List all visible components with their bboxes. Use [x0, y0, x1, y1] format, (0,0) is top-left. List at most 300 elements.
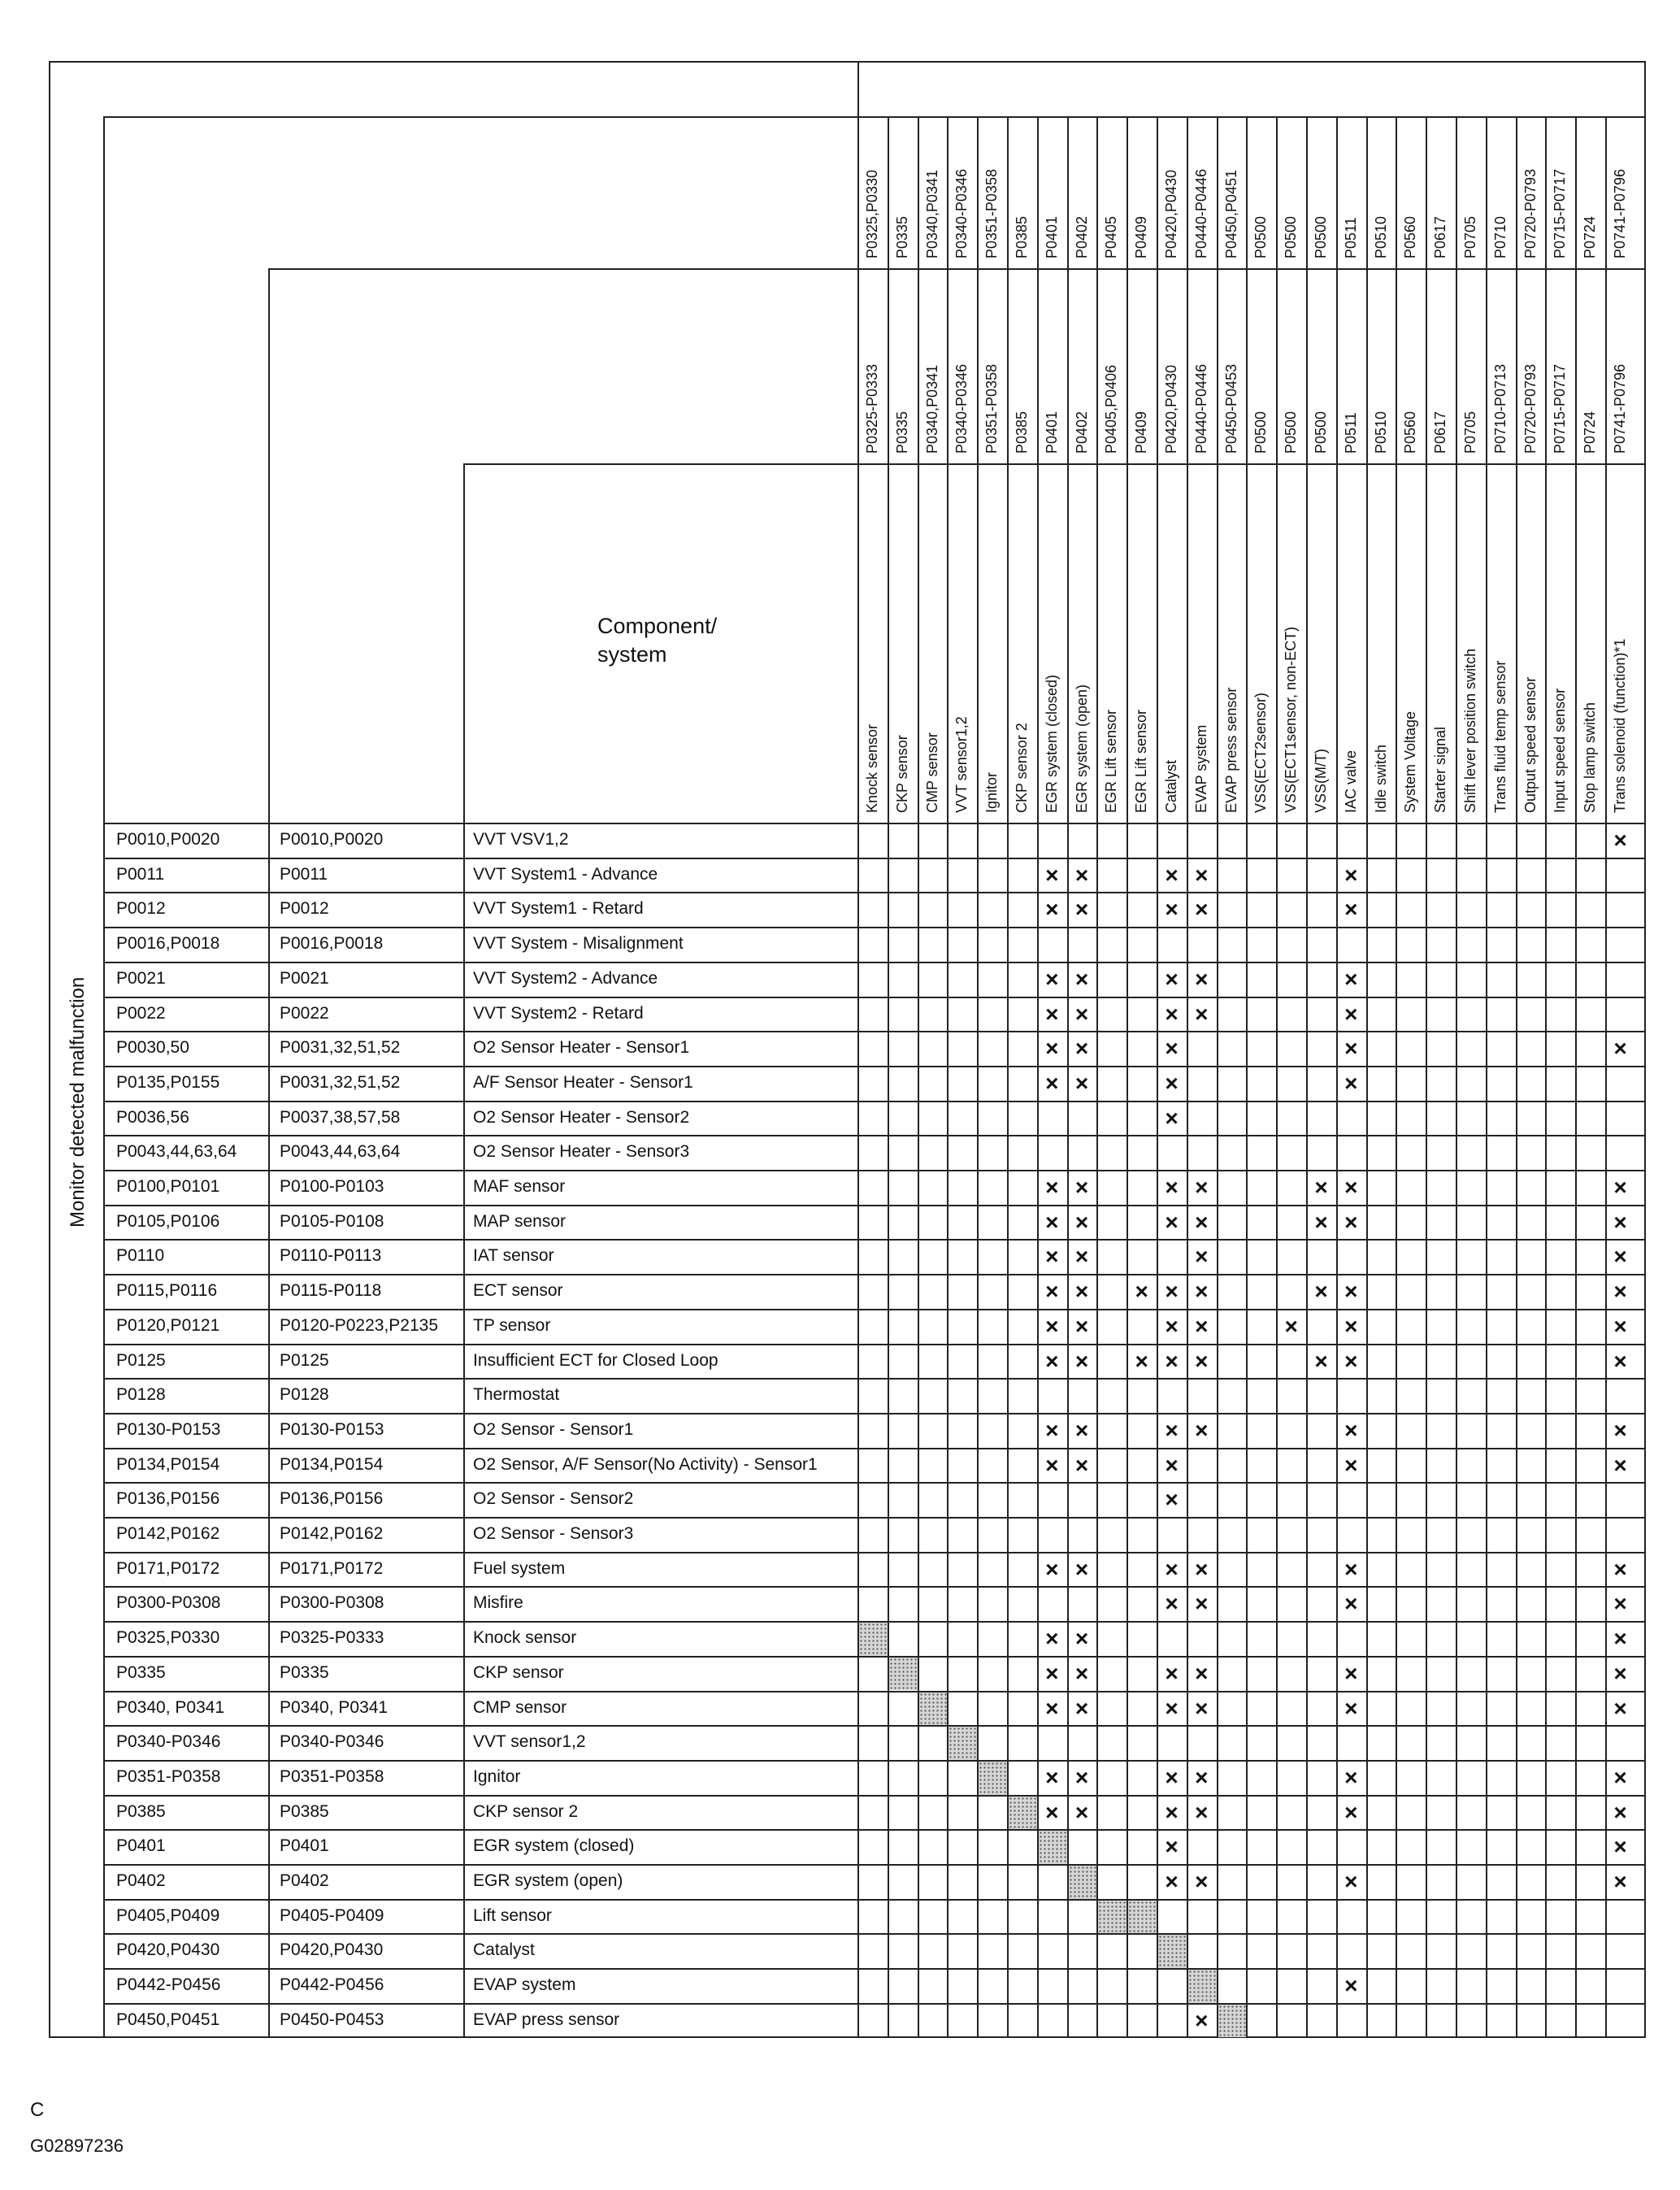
disabled-x-mark: ×	[1165, 1175, 1179, 1200]
row-fault-code-2: P0012	[280, 899, 329, 919]
row-line	[103, 1586, 1646, 1588]
disabled-x-mark: ×	[1314, 1209, 1328, 1235]
disabled-x-mark: ×	[1344, 1313, 1358, 1339]
column-code1-header: P0724	[1582, 215, 1599, 259]
column-code1-header: P0340-P0346	[953, 168, 970, 259]
header-top-line	[103, 116, 1646, 118]
column-code2-header: P0385	[1014, 411, 1030, 454]
disabled-x-mark: ×	[1344, 1070, 1358, 1096]
disabled-x-mark: ×	[1613, 1591, 1627, 1617]
disabled-x-mark: ×	[1135, 1279, 1148, 1305]
row-component: VVT System2 - Retard	[473, 1003, 644, 1023]
disabled-x-mark: ×	[1195, 1348, 1209, 1374]
matrix-col-line	[1516, 116, 1517, 2038]
column-component-header: System Voltage	[1402, 710, 1419, 813]
row-fault-code-1: P0325,P0330	[116, 1628, 220, 1648]
row-fault-code-1: P0134,P0154	[116, 1454, 220, 1474]
column-code1-header: P0500	[1252, 215, 1270, 259]
column-code2-header: P0724	[1582, 411, 1599, 454]
column-code1-header: P0335	[893, 215, 910, 259]
column-code2-header: P0440-P0446	[1192, 363, 1209, 454]
column-component-header: VVT sensor1,2	[953, 716, 970, 813]
disabled-x-mark: ×	[1165, 1279, 1179, 1305]
disabled-x-mark: ×	[1045, 1660, 1059, 1686]
disabled-x-mark: ×	[1074, 1626, 1089, 1652]
row-line	[103, 1170, 1646, 1171]
row-component: O2 Sensor Heater - Sensor2	[473, 1107, 690, 1127]
column-code1-header: P0617	[1432, 215, 1449, 259]
disabled-x-mark: ×	[1165, 1764, 1179, 1790]
disabled-x-mark: ×	[1314, 1279, 1328, 1305]
disabled-x-mark: ×	[1045, 1001, 1059, 1027]
row-fault-code-2: P0130-P0153	[280, 1419, 384, 1439]
disabled-x-mark: ×	[1344, 1209, 1358, 1235]
disabled-x-mark: ×	[1613, 1313, 1627, 1339]
row-component: CKP sensor 2	[473, 1801, 579, 1821]
disabled-x-mark: ×	[1314, 1348, 1328, 1374]
row-line	[103, 1448, 1646, 1449]
disabled-x-mark: ×	[1195, 1591, 1209, 1617]
row-fault-code-2: P0037,38,57,58	[280, 1107, 401, 1127]
row-fault-code-2: P0011	[280, 864, 328, 884]
disabled-x-mark: ×	[1344, 1695, 1358, 1721]
disabled-x-mark: ×	[1613, 1695, 1627, 1721]
header-row1-bottom	[268, 268, 1646, 270]
row-fault-code-2: P0100-P0103	[280, 1177, 384, 1196]
row-fault-code-1: P0402	[116, 1871, 166, 1890]
column-component-header: CKP sensor	[893, 735, 910, 813]
matrix-col-line	[1426, 116, 1427, 2038]
disabled-x-mark: ×	[1045, 1348, 1059, 1374]
disabled-x-mark: ×	[1165, 1105, 1179, 1131]
matrix-col-line	[1456, 116, 1457, 2038]
column-code1-header: P0409	[1133, 215, 1150, 259]
row-fault-code-1: P0420,P0430	[116, 1940, 220, 1960]
row-fault-code-2: P0120-P0223,P2135	[280, 1315, 438, 1335]
monitor-detected-malfunction-label: Monitor detected malfunction	[67, 976, 89, 1228]
component-system-header-line2: system	[597, 642, 667, 667]
disabled-x-mark: ×	[1195, 1660, 1209, 1686]
disabled-x-mark: ×	[1284, 1313, 1298, 1339]
self-monitor-shaded-cell	[919, 1692, 948, 1726]
disabled-x-mark: ×	[1074, 1279, 1089, 1305]
disabled-x-mark: ×	[1045, 1070, 1059, 1096]
disabled-x-mark: ×	[1344, 1348, 1358, 1374]
row-line	[103, 1795, 1646, 1797]
matrix-col-line	[1575, 116, 1577, 2038]
disabled-x-mark: ×	[1613, 1036, 1627, 1062]
row-fault-code-1: P0136,P0156	[116, 1489, 220, 1509]
disabled-x-mark: ×	[1074, 1001, 1089, 1027]
column-code2-header: P0710-P0713	[1491, 363, 1509, 454]
row-line	[103, 962, 1646, 963]
column-code2-header: P0335	[893, 411, 910, 454]
row-fault-code-1: P0043,44,63,64	[116, 1142, 237, 1162]
column-code2-header: P0500	[1283, 411, 1300, 454]
row-fault-code-2: P0022	[280, 1003, 329, 1023]
row-fault-code-1: P0120,P0121	[116, 1315, 220, 1335]
self-monitor-shaded-cell	[979, 1762, 1007, 1795]
matrix-col-line	[1486, 116, 1487, 2038]
row-line	[103, 1517, 1646, 1519]
row-component: O2 Sensor Heater - Sensor1	[473, 1038, 690, 1058]
disabled-x-mark: ×	[1195, 1175, 1209, 1200]
column-component-header: EGR system (closed)	[1043, 674, 1060, 813]
column-code2-header: P0420,P0430	[1163, 364, 1179, 454]
row-line	[103, 997, 1646, 998]
row-component: Ignitor	[473, 1766, 521, 1786]
matrix-col-line	[1396, 116, 1397, 2038]
disabled-x-mark: ×	[1074, 1417, 1089, 1443]
disabled-x-mark: ×	[1074, 966, 1089, 992]
column-code2-header: P0715-P0717	[1552, 363, 1569, 454]
row-fault-code-1: P0450,P0451	[116, 2010, 220, 2029]
column-code2-header: P0500	[1252, 411, 1270, 454]
self-monitor-shaded-cell	[1158, 1935, 1187, 1968]
column-code1-header: P0560	[1402, 215, 1419, 259]
row-fault-code-2: P0125	[280, 1350, 329, 1370]
disabled-x-mark: ×	[1074, 1209, 1089, 1235]
column-code2-header: P0340-P0346	[953, 363, 970, 454]
disabled-x-mark: ×	[1045, 897, 1059, 923]
disabled-x-mark: ×	[1165, 1660, 1179, 1686]
row-component: Misfire	[473, 1593, 523, 1613]
row-fault-code-1: P0022	[116, 1003, 166, 1023]
row-component: CMP sensor	[473, 1697, 567, 1717]
row-fault-code-2: P0385	[280, 1801, 329, 1821]
disabled-x-mark: ×	[1195, 1279, 1209, 1305]
matrix-col-line	[1096, 116, 1098, 2038]
disabled-x-mark: ×	[1074, 1244, 1089, 1270]
disabled-x-mark: ×	[1195, 1001, 1209, 1027]
column-component-header: IAC valve	[1342, 750, 1359, 813]
column-component-header: Knock sensor	[864, 723, 880, 813]
matrix-col-line	[1217, 116, 1218, 2038]
row-line	[103, 1378, 1646, 1380]
row-line	[103, 1274, 1646, 1275]
row-fault-code-2: P0300-P0308	[280, 1593, 384, 1613]
disabled-x-mark: ×	[1074, 1070, 1089, 1096]
disabled-x-mark: ×	[1165, 1834, 1179, 1860]
disabled-x-mark: ×	[1045, 862, 1059, 888]
disabled-x-mark: ×	[1195, 966, 1209, 992]
column-code2-header: P0409	[1133, 411, 1150, 454]
row-component: VVT System - Misalignment	[473, 934, 684, 954]
row-fault-code-2: P0325-P0333	[280, 1628, 384, 1648]
row-component: CKP sensor	[473, 1662, 564, 1682]
row-line	[103, 1691, 1646, 1692]
row-line	[103, 858, 1646, 859]
column-component-header: EGR Lift sensor	[1103, 709, 1120, 813]
disabled-x-mark: ×	[1613, 1348, 1627, 1374]
disabled-x-mark: ×	[1195, 1313, 1209, 1339]
column-component-header: Idle switch	[1372, 744, 1389, 813]
row-component: MAF sensor	[473, 1177, 566, 1196]
disabled-x-mark: ×	[1165, 1036, 1179, 1062]
disabled-x-mark: ×	[1045, 966, 1059, 992]
disabled-x-mark: ×	[1045, 1175, 1059, 1200]
disabled-x-mark: ×	[1165, 1001, 1179, 1027]
column-code1-header: P0741-P0796	[1612, 168, 1628, 259]
disabled-x-mark: ×	[1045, 1556, 1059, 1582]
row-line	[103, 1933, 1646, 1935]
footer-letter: C	[30, 2098, 45, 2121]
row-fault-code-1: P0105,P0106	[116, 1211, 220, 1231]
matrix-col-line	[1276, 116, 1278, 2038]
row-line	[103, 1066, 1646, 1067]
row-fault-code-2: P0128	[280, 1385, 329, 1405]
disabled-x-mark: ×	[1045, 1799, 1059, 1825]
row-line	[103, 1101, 1646, 1102]
column-code2-header: P0510	[1372, 411, 1389, 454]
disabled-x-mark: ×	[1613, 1209, 1627, 1235]
row-line	[103, 1552, 1646, 1553]
disabled-x-mark: ×	[1344, 1001, 1358, 1027]
row-fault-code-1: P0142,P0162	[116, 1524, 220, 1543]
component-system-header-line1: Component/	[597, 614, 718, 638]
column-component-header: Shift lever position switch	[1462, 648, 1478, 813]
disabled-x-mark: ×	[1195, 1695, 1209, 1721]
row-fault-code-2: P0401	[280, 1836, 329, 1856]
disabled-x-mark: ×	[1344, 1591, 1358, 1617]
column-code2-header: P0705	[1462, 411, 1478, 454]
row-line	[103, 1760, 1646, 1762]
disabled-x-mark: ×	[1165, 1556, 1179, 1582]
disabled-x-mark: ×	[1613, 1799, 1627, 1825]
disabled-x-mark: ×	[1613, 1556, 1627, 1582]
row-fault-code-2: P0335	[280, 1662, 329, 1682]
row-fault-code-1: P0300-P0308	[116, 1593, 221, 1613]
disabled-x-mark: ×	[1344, 1799, 1358, 1825]
self-monitor-shaded-cell	[949, 1727, 977, 1760]
matrix-col-line	[1246, 116, 1248, 2038]
column-code1-header: P0720-P0793	[1522, 168, 1539, 259]
disabled-x-mark: ×	[1165, 1348, 1179, 1374]
disabled-x-mark: ×	[1613, 828, 1627, 853]
disabled-x-mark: ×	[1613, 1417, 1627, 1443]
row-component: O2 Sensor - Sensor1	[473, 1419, 634, 1439]
disabled-x-mark: ×	[1165, 1591, 1179, 1617]
disabled-x-mark: ×	[1613, 1764, 1627, 1790]
row-fault-code-2: P0450-P0453	[280, 2010, 384, 2029]
row-line	[103, 1031, 1646, 1032]
row-component: VVT System1 - Retard	[473, 899, 644, 919]
column-code2-header: P0405,P0406	[1103, 364, 1120, 454]
disabled-x-mark: ×	[1344, 1764, 1358, 1790]
disabled-x-mark: ×	[1165, 1452, 1179, 1478]
disabled-x-mark: ×	[1344, 966, 1358, 992]
row-fault-code-2: P0031,32,51,52	[280, 1038, 401, 1058]
column-code1-header: P0450,P0451	[1222, 169, 1239, 259]
disabled-x-mark: ×	[1613, 1175, 1627, 1200]
row-fault-code-1: P0036,56	[116, 1107, 189, 1127]
row-line	[103, 1725, 1646, 1727]
row-component: EGR system (open)	[473, 1871, 623, 1890]
disabled-x-mark: ×	[1613, 1244, 1627, 1270]
row-line	[103, 927, 1646, 928]
disabled-x-mark: ×	[1045, 1452, 1059, 1478]
column-component-header: Starter signal	[1432, 726, 1449, 813]
column-code1-header: P0710	[1491, 215, 1509, 259]
disabled-x-mark: ×	[1613, 1452, 1627, 1478]
row-fault-code-2: P0420,P0430	[280, 1940, 384, 1960]
disabled-x-mark: ×	[1074, 1799, 1089, 1825]
row-fault-code-1: P0021	[116, 968, 166, 988]
disabled-x-mark: ×	[1135, 1348, 1148, 1374]
row-fault-code-1: P0340, P0341	[116, 1697, 225, 1717]
row-fault-code-1: P0351-P0358	[116, 1766, 221, 1786]
matrix-col-line	[1306, 116, 1308, 2038]
self-monitor-shaded-cell	[859, 1623, 888, 1656]
disabled-x-mark: ×	[1074, 1695, 1089, 1721]
column-code1-header: P0420,P0430	[1163, 169, 1179, 259]
row-component: O2 Sensor, A/F Sensor(No Activity) - Sensor1	[473, 1454, 818, 1474]
column-component-header: EVAP press sensor	[1222, 687, 1239, 813]
row-fault-code-2: P0171,P0172	[280, 1558, 384, 1578]
disabled-x-mark: ×	[1195, 897, 1209, 923]
column-code2-header: P0351-P0358	[983, 363, 1001, 454]
disabled-x-mark: ×	[1613, 1869, 1627, 1894]
row-fault-code-1: P0385	[116, 1801, 166, 1821]
row-line	[103, 1309, 1646, 1310]
column-code2-header: P0402	[1073, 411, 1090, 454]
disabled-x-mark: ×	[1195, 862, 1209, 888]
disabled-x-mark: ×	[1074, 862, 1089, 888]
row-fault-code-2: P0031,32,51,52	[280, 1072, 401, 1092]
col3-left-border	[463, 463, 465, 2038]
header-row2-bottom	[463, 463, 1646, 465]
disabled-x-mark: ×	[1613, 1660, 1627, 1686]
row-component: O2 Sensor - Sensor2	[473, 1489, 634, 1509]
self-monitor-shaded-cell	[1009, 1797, 1037, 1830]
self-monitor-shaded-cell	[1098, 1901, 1127, 1934]
column-component-header: Output speed sensor	[1522, 676, 1539, 813]
row-fault-code-1: P0115,P0116	[116, 1281, 218, 1301]
disabled-x-mark: ×	[1344, 1660, 1358, 1686]
column-component-header: Input speed sensor	[1552, 688, 1569, 813]
row-fault-code-1: P0128	[116, 1385, 166, 1405]
row-component: Fuel system	[473, 1558, 566, 1578]
row-line	[103, 1205, 1646, 1206]
row-fault-code-2: P0142,P0162	[280, 1524, 384, 1543]
disabled-x-mark: ×	[1344, 1556, 1358, 1582]
column-component-header: CKP sensor 2	[1014, 723, 1030, 813]
disabled-x-mark: ×	[1314, 1175, 1328, 1200]
disabled-x-mark: ×	[1344, 862, 1358, 888]
disabled-x-mark: ×	[1074, 1660, 1089, 1686]
row-fault-code-2: P0021	[280, 968, 329, 988]
column-code1-header: P0385	[1014, 215, 1030, 259]
matrix-col-line	[1366, 116, 1368, 2038]
row-fault-code-2: P0340, P0341	[280, 1697, 389, 1717]
disabled-x-mark: ×	[1195, 1417, 1209, 1443]
column-code1-header: P0705	[1462, 215, 1478, 259]
row-component: IAT sensor	[473, 1246, 554, 1266]
row-component: VVT sensor1,2	[473, 1732, 586, 1752]
column-code2-header: P0401	[1043, 411, 1060, 454]
disabled-x-mark: ×	[1165, 1487, 1179, 1513]
row-component: O2 Sensor Heater - Sensor3	[473, 1142, 690, 1162]
disabled-x-mark: ×	[1074, 1764, 1089, 1790]
column-component-header: CMP sensor	[923, 732, 940, 813]
row-component: VVT VSV1,2	[473, 830, 569, 849]
column-component-header: VSS(ECT2sensor)	[1252, 692, 1270, 813]
row-line	[103, 1135, 1646, 1136]
header-bottom-line	[103, 823, 1646, 824]
row-fault-code-1: P0171,P0172	[116, 1558, 220, 1578]
disabled-x-mark: ×	[1165, 1070, 1179, 1096]
disabled-x-mark: ×	[1165, 1209, 1179, 1235]
row-line	[103, 1864, 1646, 1866]
column-code2-header: P0617	[1432, 411, 1449, 454]
col2-left-border	[268, 268, 270, 2038]
disabled-x-mark: ×	[1195, 1799, 1209, 1825]
disabled-x-mark: ×	[1045, 1695, 1059, 1721]
column-code2-header: P0500	[1313, 411, 1329, 454]
row-component: TP sensor	[473, 1315, 551, 1335]
column-code2-header: P0340,P0341	[923, 364, 940, 454]
matrix-col-line	[888, 116, 889, 2038]
disabled-x-mark: ×	[1165, 862, 1179, 888]
row-fault-code-1: P0010,P0020	[116, 830, 220, 849]
column-code1-header: P0715-P0717	[1552, 168, 1569, 259]
row-line	[103, 892, 1646, 893]
row-component: Lift sensor	[473, 1905, 552, 1925]
disabled-x-mark: ×	[1074, 1175, 1089, 1200]
column-code1-header: P0511	[1342, 217, 1359, 259]
self-monitor-shaded-cell	[1188, 1970, 1217, 2003]
disabled-x-mark: ×	[1045, 1626, 1059, 1652]
disabled-x-mark: ×	[1074, 897, 1089, 923]
disabled-x-mark: ×	[1045, 1279, 1059, 1305]
column-code1-header: P0325,P0330	[864, 169, 880, 259]
matrix-col-line	[1605, 116, 1607, 2038]
disabled-x-mark: ×	[1074, 1556, 1089, 1582]
disabled-x-mark: ×	[1045, 1417, 1059, 1443]
disabled-x-mark: ×	[1074, 1313, 1089, 1339]
row-component: EVAP system	[473, 1975, 576, 1995]
disabled-x-mark: ×	[1195, 1869, 1209, 1894]
matrix-col-line	[977, 116, 979, 2038]
row-fault-code-2: P0340-P0346	[280, 1732, 384, 1752]
row-fault-code-2: P0115-P0118	[280, 1281, 382, 1301]
disabled-x-mark: ×	[1165, 1313, 1179, 1339]
row-fault-code-1: P0340-P0346	[116, 1732, 221, 1752]
disabled-x-mark: ×	[1195, 1209, 1209, 1235]
row-fault-code-1: P0011	[116, 864, 165, 884]
figure-id: G02897236	[30, 2135, 124, 2156]
disabled-x-mark: ×	[1045, 1209, 1059, 1235]
column-component-header: VSS(M/T)	[1313, 749, 1329, 813]
column-code2-header: P0741-P0796	[1612, 363, 1628, 454]
disabled-x-mark: ×	[1165, 1695, 1179, 1721]
disabled-x-mark: ×	[1045, 1036, 1059, 1062]
self-monitor-shaded-cell	[1128, 1901, 1157, 1934]
column-component-header: EGR Lift sensor	[1133, 709, 1150, 813]
disabled-x-mark: ×	[1613, 1626, 1627, 1652]
disabled-x-mark: ×	[1344, 1417, 1358, 1443]
row-fault-code-1: P0012	[116, 899, 166, 919]
disabled-x-mark: ×	[1045, 1313, 1059, 1339]
disabled-x-mark: ×	[1195, 1764, 1209, 1790]
column-code1-header: P0402	[1073, 215, 1090, 259]
row-fault-code-1: P0110	[116, 1246, 165, 1266]
row-line	[103, 1829, 1646, 1831]
disabled-x-mark: ×	[1344, 1973, 1358, 1999]
disabled-x-mark: ×	[1165, 1417, 1179, 1443]
disabled-x-mark: ×	[1613, 1279, 1627, 1305]
column-code1-header: P0500	[1313, 215, 1329, 259]
